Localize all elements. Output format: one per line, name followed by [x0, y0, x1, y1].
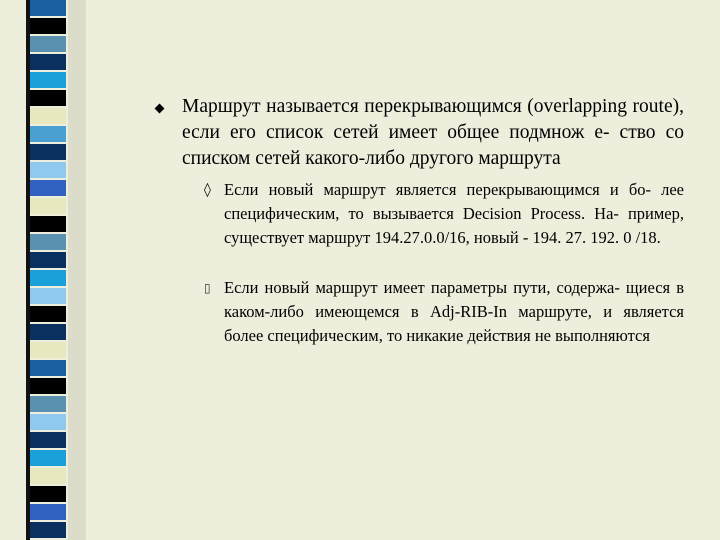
stripe-block — [30, 126, 66, 142]
stripe-block — [30, 324, 66, 340]
stripe-block — [30, 72, 66, 88]
stripe-block — [30, 414, 66, 430]
stripe-block — [30, 396, 66, 412]
stripe-block — [30, 522, 66, 538]
missing-glyph-icon: ▯ — [204, 281, 211, 295]
stripe-block — [30, 306, 66, 322]
stripe-block — [30, 18, 66, 34]
stripe-block — [30, 342, 66, 358]
sub-bullet-text: Если новый маршрут имеет параметры пути, содержа- щиеся в каком-либо имеющемся в Adj-RIB-In маршруте, и является более специфическим, то никакие действия не выполняются — [224, 278, 684, 345]
stripe-block — [30, 252, 66, 268]
stripe-block — [30, 486, 66, 502]
stripe-block — [30, 0, 66, 16]
stripe-block — [30, 108, 66, 124]
stripe-block — [30, 216, 66, 232]
stripe-block — [30, 360, 66, 376]
outline-diamond-icon: ◊ — [204, 182, 211, 198]
stripe-block — [30, 180, 66, 196]
stripe-block — [30, 450, 66, 466]
stripe-block — [30, 54, 66, 70]
stripe-block — [30, 288, 66, 304]
decorative-stripe — [0, 0, 86, 540]
stripe-block — [30, 432, 66, 448]
sub-bullet-text: Если новый маршрут является перекрывающимся и бо- лее специфическим, то вызывается Decision Process. На- пример, существует маршрут 194.27.0.0/16, новый - 194. 27. 192. 0 /18. — [224, 180, 684, 247]
stripe-block — [30, 504, 66, 520]
stripe-block — [30, 162, 66, 178]
stripe-block — [30, 36, 66, 52]
stripe-block — [30, 234, 66, 250]
stripe-block — [30, 468, 66, 484]
diamond-bullet-icon — [154, 94, 163, 120]
stripe-block — [30, 270, 66, 286]
stripe-block — [30, 198, 66, 214]
stripe-block — [30, 378, 66, 394]
stripe-block — [30, 90, 66, 106]
bullet-text: Маршрут называется перекрывающимся (overlapping route), если его список сетей имеет общее подмнож е- ство со списком сетей какого-либо другого маршрута — [182, 96, 684, 169]
stripe-block — [30, 144, 66, 160]
